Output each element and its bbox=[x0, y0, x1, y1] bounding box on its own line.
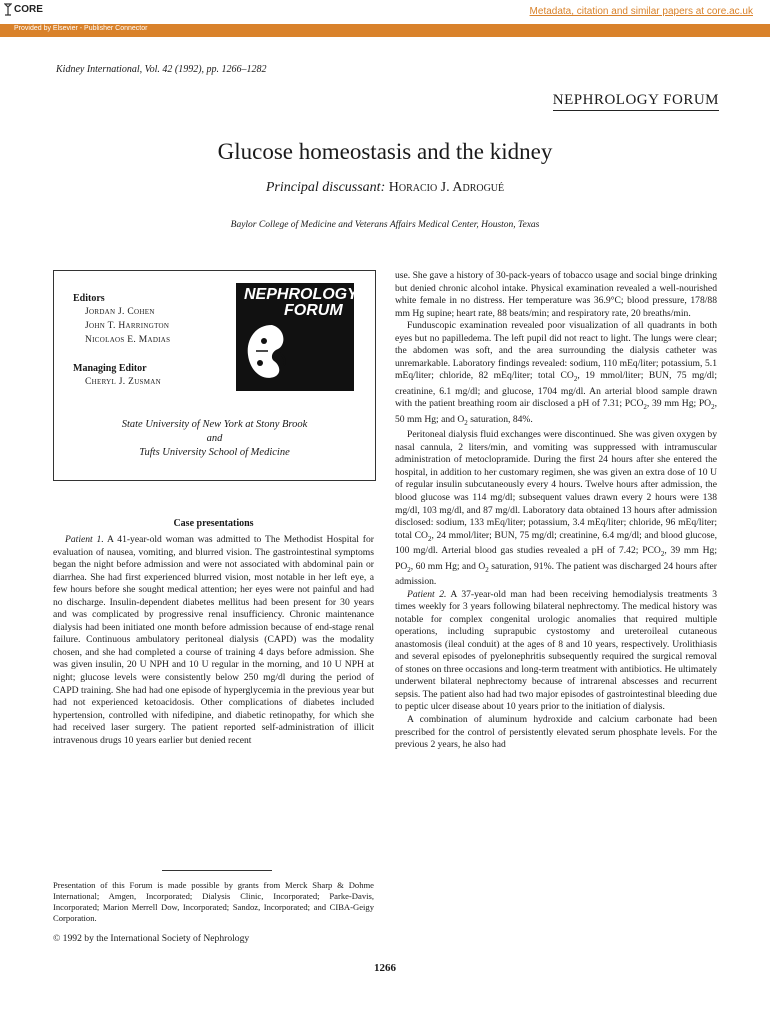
institution-line: State University of New York at Stony Brook bbox=[121, 419, 308, 430]
article-title: Glucose homeostasis and the kidney bbox=[217, 139, 553, 164]
paragraph: A combination of aluminum hydroxide and calcium carbonate had been prescribed for the control of persistently elevated serum phosphate levels. For the previous 2 years, he also had bbox=[395, 714, 717, 751]
patient1-text: A 41-year-old woman was admitted to The Methodist Hospital for evaluation of nausea, vomiting, and blurred vision. The gastrointestinal symptoms began the night before admission and were not associated with abdominal pain or diarrhea. She had first experienced blurred vision, most notable in her left eye, a few hours before she sought medical attention; her eyes were not painful and had no discharge. Insulin-dependent diabetes mellitus had been present for 30 years and was complicated by progressive renal insufficiency. Chronic maintenance dialysis had been initiated one month before admission because of end-stage renal failure. Continuous ambulatory peritoneal dialysis (CAPD) was the modality chosen, and she had completed a course of training 4 days before admission. She was given insulin, 20 U NPH and 10 U regular in the morning, and 10 U NPH at night; glucose levels were consistently below 250 mg/dl during the period of CAPD training. She had had one episode of hyperglycemia in the previous year but had not experienced ketoacidosis. Other complications of diabetes included hypertension, controlled with nifedipine, and diabetic retinopathy, for which she had received laser surgery. The patient reported self-administration of illicit intravenous drugs 10 years earlier but denied recent bbox=[53, 534, 374, 746]
editor-name: John T. Harrington bbox=[85, 321, 170, 331]
patient2-paragraph bbox=[395, 589, 717, 714]
core-logo-text: CORE bbox=[14, 4, 43, 15]
core-logo[interactable] bbox=[4, 3, 43, 16]
journal-citation: Kidney International, Vol. 42 (1992), pp. 1266–1282 bbox=[56, 64, 267, 75]
managing-editor-heading: Managing Editor bbox=[73, 363, 147, 374]
editor-box bbox=[53, 270, 376, 481]
nephrology-forum-logo bbox=[236, 283, 358, 391]
kidney-icon bbox=[242, 321, 302, 387]
core-banner bbox=[0, 0, 770, 24]
column-right bbox=[395, 270, 717, 752]
provider-bar bbox=[0, 24, 770, 37]
patient1-label: Patient 1. bbox=[65, 534, 104, 545]
editors-heading: Editors bbox=[73, 293, 105, 304]
paragraph: use. She gave a history of 30-pack-years of tobacco usage and social binge drinking but denied chronic alcohol intake. Physical examination revealed a well-nourished white female in no distress. Her temperature was 36.9°C; blood pressure, 178/88 mm Hg supine; heart rate, 88 beats/min; and respiratory rate, 20 breaths/min. bbox=[395, 270, 717, 319]
metadata-link[interactable]: Metadata, citation and similar papers at core.ac.uk bbox=[529, 6, 753, 17]
footnote-rule bbox=[162, 870, 272, 871]
logo-text-line2: FORUM bbox=[284, 302, 343, 319]
patient1-paragraph bbox=[53, 534, 374, 747]
patient2-label: Patient 2. bbox=[407, 588, 447, 600]
editor-name: Nicolaos E. Madias bbox=[85, 335, 171, 345]
column-left bbox=[53, 534, 374, 747]
discussant-name: Horacio J. Adrogué bbox=[388, 180, 505, 195]
copyright: © 1992 by the International Society of Nephrology bbox=[53, 933, 250, 944]
affiliation: Baylor College of Medicine and Veterans Affairs Medical Center, Houston, Texas bbox=[230, 220, 540, 230]
discussant-line bbox=[0, 180, 770, 196]
core-logo-icon bbox=[4, 3, 12, 16]
patient2-text: A 37-year-old man had been receiving hemodialysis treatments 3 times weekly for 3 years following bilateral nephrectomy. The medical history was notable for complex congenital urologic anomalies that required multiple operations, including suprapubic cystostomy and ureteroileal cutaneous anastomosis (ileal conduit) at the ages of 8 and 10 years, respectively. Urolithiasis and several episodes of pyelonephritis subsequently required the surgical removal of stones on three occasions and long-term treatment with antibiotics. He ultimately underwent bilateral nephrectomy because of intrarenal abscesses and recurrent sepsis. The patient also had had two major episodes of gastrointestinal bleeding due to peptic ulcer disease about 10 years prior to the initiation of dialysis. bbox=[395, 588, 717, 713]
paragraph: Peritoneal dialysis fluid exchanges were discontinued. She was given oxygen by nasal cannula, 2 liters/min, and vomiting was suppressed with intramuscular administration of metoclopramide. During the first 24 hours after she entered the hospital, in addition to her customary regimen, she was given an extra dose of 10 U of regular insulin subcutaneously every 4 hours. Twelve hours after admission, the blood glucose was 114 mg/dl; subsequent values drawn every 2 hours were 138 mg/dl, 103 mg/dl, and 87 mg/dl. Laboratory data obtained 13 hours after admission disclosed: sodium, 133 mEq/liter; potassium, 3.4 mEq/liter; chloride, 96 mEq/liter; total $CO_2$, 24 mmol/liter; BUN, 75 mg/dl; creatinine, 6.4 mg/dl; and blood glucose, 100 mg/dl. Arterial blood gas studies revealed a pH of 7.42; $PCO_2$, 39 mm Hg; $PO_2$, 60 mm Hg; and $O_2$ saturation, 91%. The patient was discharged 24 hours after admission. bbox=[395, 429, 718, 588]
provider-text: Provided by Elsevier - Publisher Connector bbox=[14, 25, 148, 32]
discussant-label: Principal discussant: bbox=[265, 180, 386, 195]
footnote: Presentation of this Forum is made possible by grants from Merck Sharp & Dohme International; Amgen, Incorporated; Dialysis Clinic, Incorporated; Parke-Davis, Incorporated; Marion Merrell Dow, Incorporated; Sandoz, Incorporated; and CIBA-Geigy Corporation. bbox=[53, 880, 374, 923]
logo-text-line1: NEPHROLOGY bbox=[244, 286, 358, 303]
case-presentations-heading: Case presentations bbox=[173, 518, 254, 529]
managing-editor-name: Cheryl J. Zusman bbox=[85, 377, 161, 387]
section-heading: NEPHROLOGY FORUM bbox=[553, 92, 719, 111]
paragraph: Funduscopic examination revealed poor visualization of all quadrants in both eyes but no papilledema. The left pupil did not react to light. The lungs were clear; the abdomen was soft, and the area surrounding the dialysis catheter was unremarkable. Laboratory findings revealed: sodium, 110 mEq/liter; potassium, 5.1 mEq/liter; chloride, 82 mEq/liter; total $CO_2$, 19 mmol/liter; BUN, 75 mg/dl; creatinine, 6.1 mg/dl; and glucose, 1704 mg/dl. An arterial blood sample drawn with the patient breathing room air disclosed a pH of 7.31; $PCO_2$, 39 mm Hg; $PO_2$, 50 mm Hg; and $O_2$ saturation, 84%. bbox=[395, 320, 717, 427]
institution-line: Tufts University School of Medicine bbox=[139, 447, 290, 458]
editor-name: Jordan J. Cohen bbox=[85, 307, 155, 317]
page-number: 1266 bbox=[374, 962, 396, 974]
institution-and: and bbox=[206, 433, 223, 444]
